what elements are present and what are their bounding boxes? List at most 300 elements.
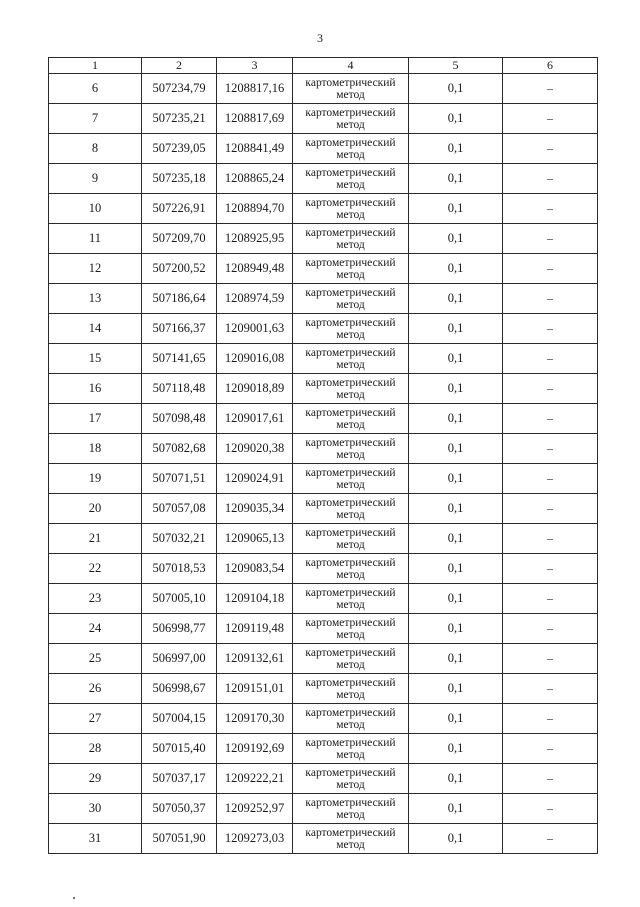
note-cell <box>503 74 598 104</box>
note-cell <box>503 164 598 194</box>
table-row <box>49 224 598 254</box>
accuracy-cell-text: 0,1 <box>447 681 464 695</box>
x-coordinate-cell-text: 507118,48 <box>152 381 206 395</box>
y-coordinate-cell-text: 1208817,69 <box>224 111 285 125</box>
accuracy-cell-text: 0,1 <box>447 261 464 275</box>
method-cell-text: картометрический метод <box>305 76 396 101</box>
table-row <box>49 734 598 764</box>
method-cell-text: картометрический метод <box>305 376 396 401</box>
method-cell <box>293 284 409 314</box>
note-cell <box>503 824 598 854</box>
table-row <box>49 194 598 224</box>
y-coordinate-cell <box>217 674 293 704</box>
y-coordinate-cell <box>217 614 293 644</box>
method-cell <box>293 464 409 494</box>
method-cell-text: картометрический метод <box>305 406 396 431</box>
point-number-cell-text: 20 <box>88 501 102 515</box>
table-row <box>49 704 598 734</box>
point-number-cell <box>49 194 142 224</box>
table-row <box>49 494 598 524</box>
method-cell <box>293 224 409 254</box>
accuracy-cell-text: 0,1 <box>447 711 464 725</box>
note-cell <box>503 734 598 764</box>
x-coordinate-cell <box>142 434 217 464</box>
method-cell <box>293 824 409 854</box>
method-cell-text: картометрический метод <box>305 796 396 821</box>
method-cell-text: картометрический метод <box>305 136 396 161</box>
method-cell <box>293 764 409 794</box>
header-row <box>49 58 598 74</box>
note-cell <box>503 524 598 554</box>
method-cell <box>293 344 409 374</box>
accuracy-cell <box>409 764 503 794</box>
x-coordinate-cell <box>142 554 217 584</box>
table-row <box>49 254 598 284</box>
y-coordinate-cell <box>217 584 293 614</box>
y-coordinate-cell-text: 1209151,01 <box>224 681 285 695</box>
note-cell-text: – <box>547 771 553 785</box>
x-coordinate-cell-text: 507200,52 <box>152 261 206 275</box>
point-number-cell <box>49 794 142 824</box>
point-number-cell-text: 10 <box>88 201 102 215</box>
point-number-cell-text: 16 <box>88 381 102 395</box>
x-coordinate-cell <box>142 524 217 554</box>
x-coordinate-cell <box>142 794 217 824</box>
table-row <box>49 284 598 314</box>
point-number-cell <box>49 704 142 734</box>
y-coordinate-cell <box>217 284 293 314</box>
x-coordinate-cell <box>142 764 217 794</box>
accuracy-cell-text: 0,1 <box>447 561 464 575</box>
accuracy-cell <box>409 74 503 104</box>
accuracy-cell <box>409 194 503 224</box>
x-coordinate-cell <box>142 374 217 404</box>
x-coordinate-cell <box>142 674 217 704</box>
x-coordinate-cell <box>142 464 217 494</box>
method-cell <box>293 674 409 704</box>
accuracy-cell <box>409 134 503 164</box>
column-header-1: 1 <box>49 58 142 74</box>
y-coordinate-cell-text: 1209192,69 <box>224 741 285 755</box>
table-row <box>49 374 598 404</box>
table-row <box>49 434 598 464</box>
y-coordinate-cell <box>217 104 293 134</box>
method-cell-text: картометрический метод <box>305 346 396 371</box>
y-coordinate-cell-text: 1209104,18 <box>224 591 285 605</box>
table-row <box>49 104 598 134</box>
point-number-cell <box>49 74 142 104</box>
method-cell-text: картометрический метод <box>305 646 396 671</box>
x-coordinate-cell-text: 507051,90 <box>152 831 206 845</box>
note-cell-text: – <box>547 111 553 125</box>
table-row <box>49 644 598 674</box>
note-cell <box>503 554 598 584</box>
accuracy-cell-text: 0,1 <box>447 321 464 335</box>
y-coordinate-cell-text: 1209001,63 <box>224 321 285 335</box>
x-coordinate-cell-text: 507234,79 <box>152 81 206 95</box>
x-coordinate-cell-text: 507235,18 <box>152 171 206 185</box>
note-cell-text: – <box>547 471 553 485</box>
note-cell <box>503 314 598 344</box>
point-number-cell <box>49 554 142 584</box>
x-coordinate-cell-text: 507032,21 <box>152 531 206 545</box>
accuracy-cell <box>409 524 503 554</box>
y-coordinate-cell <box>217 194 293 224</box>
x-coordinate-cell <box>142 734 217 764</box>
note-cell-text: – <box>547 141 553 155</box>
point-number-cell-text: 25 <box>88 651 102 665</box>
y-coordinate-cell <box>217 254 293 284</box>
note-cell <box>503 464 598 494</box>
accuracy-cell-text: 0,1 <box>447 111 464 125</box>
point-number-cell <box>49 434 142 464</box>
table-row <box>49 764 598 794</box>
table-row <box>49 404 598 434</box>
note-cell-text: – <box>547 291 553 305</box>
y-coordinate-cell <box>217 494 293 524</box>
method-cell-text: картометрический метод <box>305 256 396 281</box>
note-cell-text: – <box>547 531 553 545</box>
accuracy-cell <box>409 284 503 314</box>
point-number-cell-text: 11 <box>88 231 102 245</box>
method-cell <box>293 314 409 344</box>
column-header-4: 4 <box>293 58 409 74</box>
point-number-cell <box>49 824 142 854</box>
note-cell <box>503 224 598 254</box>
note-cell-text: – <box>547 561 553 575</box>
accuracy-cell-text: 0,1 <box>447 201 464 215</box>
method-cell <box>293 104 409 134</box>
x-coordinate-cell-text: 507239,05 <box>152 141 206 155</box>
note-cell <box>503 794 598 824</box>
y-coordinate-cell-text: 1208894,70 <box>224 201 285 215</box>
note-cell-text: – <box>547 741 553 755</box>
point-number-cell-text: 12 <box>88 261 102 275</box>
point-number-cell-text: 24 <box>88 621 102 635</box>
accuracy-cell-text: 0,1 <box>447 81 464 95</box>
point-number-cell <box>49 404 142 434</box>
note-cell-text: – <box>547 81 553 95</box>
method-cell <box>293 74 409 104</box>
y-coordinate-cell <box>217 314 293 344</box>
y-coordinate-cell-text: 1208974,59 <box>224 291 285 305</box>
y-coordinate-cell <box>217 554 293 584</box>
x-coordinate-cell <box>142 104 217 134</box>
x-coordinate-cell-text: 507235,21 <box>152 111 206 125</box>
y-coordinate-cell <box>217 824 293 854</box>
x-coordinate-cell-text: 507098,48 <box>152 411 206 425</box>
point-number-cell <box>49 584 142 614</box>
table-body <box>49 74 598 854</box>
method-cell <box>293 194 409 224</box>
x-coordinate-cell <box>142 404 217 434</box>
y-coordinate-cell-text: 1209119,48 <box>225 621 284 635</box>
y-coordinate-cell-text: 1209222,21 <box>224 771 285 785</box>
note-cell-text: – <box>547 201 553 215</box>
y-coordinate-cell-text: 1209252,97 <box>224 801 285 815</box>
table-row <box>49 674 598 704</box>
x-coordinate-cell <box>142 74 217 104</box>
note-cell <box>503 704 598 734</box>
accuracy-cell <box>409 164 503 194</box>
x-coordinate-cell <box>142 134 217 164</box>
page-number: 3 <box>317 31 323 45</box>
point-number-cell-text: 30 <box>88 801 102 815</box>
point-number-cell-text: 26 <box>88 681 102 695</box>
accuracy-cell-text: 0,1 <box>447 381 464 395</box>
coordinates-table <box>48 57 598 854</box>
note-cell <box>503 644 598 674</box>
accuracy-cell <box>409 404 503 434</box>
accuracy-cell <box>409 494 503 524</box>
y-coordinate-cell <box>217 794 293 824</box>
note-cell-text: – <box>547 591 553 605</box>
y-coordinate-cell-text: 1208841,49 <box>224 141 285 155</box>
method-cell-text: картометрический метод <box>305 676 396 701</box>
method-cell-text: картометрический метод <box>305 226 396 251</box>
x-coordinate-cell-text: 507082,68 <box>152 441 206 455</box>
y-coordinate-cell-text: 1209083,54 <box>224 561 285 575</box>
y-coordinate-cell <box>217 704 293 734</box>
point-number-cell <box>49 614 142 644</box>
accuracy-cell-text: 0,1 <box>447 501 464 515</box>
accuracy-cell <box>409 344 503 374</box>
note-cell <box>503 194 598 224</box>
table-row <box>49 164 598 194</box>
y-coordinate-cell-text: 1209170,30 <box>224 711 285 725</box>
x-coordinate-cell-text: 506998,67 <box>152 681 206 695</box>
y-coordinate-cell <box>217 74 293 104</box>
point-number-cell-text: 27 <box>88 711 102 725</box>
note-cell-text: – <box>547 321 553 335</box>
accuracy-cell-text: 0,1 <box>447 741 464 755</box>
accuracy-cell <box>409 734 503 764</box>
point-number-cell-text: 23 <box>88 591 102 605</box>
point-number-cell <box>49 344 142 374</box>
point-number-cell-text: 8 <box>91 141 99 155</box>
point-number-cell-text: 7 <box>91 111 99 125</box>
column-header-3: 3 <box>217 58 293 74</box>
method-cell-text: картометрический метод <box>305 556 396 581</box>
x-coordinate-cell-text: 507141,65 <box>152 351 206 365</box>
method-cell <box>293 254 409 284</box>
note-cell <box>503 254 598 284</box>
y-coordinate-cell-text: 1208817,16 <box>224 81 285 95</box>
note-cell <box>503 134 598 164</box>
accuracy-cell-text: 0,1 <box>447 351 464 365</box>
y-coordinate-cell-text: 1209024,91 <box>224 471 285 485</box>
accuracy-cell <box>409 224 503 254</box>
table-row <box>49 524 598 554</box>
y-coordinate-cell <box>217 224 293 254</box>
y-coordinate-cell-text: 1208925,95 <box>224 231 285 245</box>
accuracy-cell-text: 0,1 <box>447 171 464 185</box>
table-row <box>49 794 598 824</box>
method-cell-text: картометрический метод <box>305 106 396 131</box>
note-cell <box>503 494 598 524</box>
note-cell <box>503 374 598 404</box>
accuracy-cell <box>409 644 503 674</box>
x-coordinate-cell-text: 507186,64 <box>152 291 206 305</box>
point-number-cell <box>49 104 142 134</box>
accuracy-cell <box>409 704 503 734</box>
table-row <box>49 584 598 614</box>
y-coordinate-cell <box>217 464 293 494</box>
note-cell-text: – <box>547 681 553 695</box>
method-cell-text: картометрический метод <box>305 286 396 311</box>
method-cell-text: картометрический метод <box>305 616 396 641</box>
accuracy-cell-text: 0,1 <box>447 531 464 545</box>
accuracy-cell <box>409 584 503 614</box>
table-row <box>49 464 598 494</box>
note-cell-text: – <box>547 261 553 275</box>
point-number-cell <box>49 764 142 794</box>
method-cell-text: картометрический метод <box>305 316 396 341</box>
accuracy-cell <box>409 434 503 464</box>
x-coordinate-cell <box>142 194 217 224</box>
column-header-5: 5 <box>409 58 503 74</box>
note-cell-text: – <box>547 411 553 425</box>
y-coordinate-cell <box>217 764 293 794</box>
method-cell-text: картометрический метод <box>305 196 396 221</box>
x-coordinate-cell-text: 507004,15 <box>152 711 206 725</box>
method-cell <box>293 134 409 164</box>
method-cell <box>293 614 409 644</box>
x-coordinate-cell-text: 507005,10 <box>152 591 206 605</box>
x-coordinate-cell <box>142 614 217 644</box>
note-cell <box>503 434 598 464</box>
method-cell <box>293 434 409 464</box>
accuracy-cell-text: 0,1 <box>447 141 464 155</box>
accuracy-cell <box>409 554 503 584</box>
accuracy-cell <box>409 464 503 494</box>
note-cell-text: – <box>547 621 553 635</box>
note-cell <box>503 764 598 794</box>
point-number-cell-text: 18 <box>88 441 102 455</box>
point-number-cell-text: 31 <box>88 831 102 845</box>
method-cell <box>293 404 409 434</box>
column-header-2: 2 <box>142 58 217 74</box>
note-cell <box>503 674 598 704</box>
table-row <box>49 344 598 374</box>
note-cell <box>503 344 598 374</box>
accuracy-cell-text: 0,1 <box>447 771 464 785</box>
y-coordinate-cell <box>217 344 293 374</box>
note-cell-text: – <box>547 351 553 365</box>
accuracy-cell-text: 0,1 <box>447 801 464 815</box>
note-cell-text: – <box>547 381 553 395</box>
x-coordinate-cell <box>142 164 217 194</box>
y-coordinate-cell-text: 1209065,13 <box>224 531 285 545</box>
accuracy-cell-text: 0,1 <box>447 411 464 425</box>
x-coordinate-cell <box>142 704 217 734</box>
x-coordinate-cell <box>142 314 217 344</box>
point-number-cell-text: 19 <box>88 471 102 485</box>
note-cell-text: – <box>547 831 553 845</box>
accuracy-cell-text: 0,1 <box>447 231 464 245</box>
y-coordinate-cell-text: 1209016,08 <box>224 351 285 365</box>
point-number-cell <box>49 524 142 554</box>
y-coordinate-cell-text: 1209035,34 <box>224 501 285 515</box>
accuracy-cell-text: 0,1 <box>447 621 464 635</box>
note-cell <box>503 584 598 614</box>
note-cell <box>503 614 598 644</box>
accuracy-cell-text: 0,1 <box>447 591 464 605</box>
method-cell-text: картометрический метод <box>305 436 396 461</box>
note-cell <box>503 284 598 314</box>
method-cell <box>293 374 409 404</box>
table-row <box>49 74 598 104</box>
method-cell-text: картометрический метод <box>305 766 396 791</box>
point-number-cell-text: 29 <box>88 771 102 785</box>
accuracy-cell <box>409 104 503 134</box>
note-cell-text: – <box>547 231 553 245</box>
x-coordinate-cell <box>142 344 217 374</box>
point-number-cell-text: 15 <box>88 351 102 365</box>
y-coordinate-cell <box>217 374 293 404</box>
point-number-cell <box>49 494 142 524</box>
method-cell <box>293 644 409 674</box>
x-coordinate-cell-text: 507057,08 <box>152 501 206 515</box>
y-coordinate-cell-text: 1209132,61 <box>224 651 285 665</box>
accuracy-cell <box>409 794 503 824</box>
note-cell-text: – <box>547 501 553 515</box>
x-coordinate-cell-text: 507037,17 <box>152 771 206 785</box>
method-cell-text: картометрический метод <box>305 466 396 491</box>
y-coordinate-cell-text: 1209273,03 <box>224 831 285 845</box>
accuracy-cell <box>409 314 503 344</box>
method-cell <box>293 554 409 584</box>
y-coordinate-cell-text: 1208949,48 <box>224 261 285 275</box>
x-coordinate-cell <box>142 224 217 254</box>
table-row <box>49 614 598 644</box>
point-number-cell-text: 6 <box>91 81 99 95</box>
note-cell <box>503 404 598 434</box>
point-number-cell-text: 9 <box>91 171 99 185</box>
table-row <box>49 134 598 164</box>
x-coordinate-cell-text: 507226,91 <box>152 201 206 215</box>
accuracy-cell-text: 0,1 <box>447 291 464 305</box>
table-row <box>49 824 598 854</box>
note-cell-text: – <box>547 171 553 185</box>
point-number-cell <box>49 254 142 284</box>
x-coordinate-cell <box>142 824 217 854</box>
x-coordinate-cell-text: 507166,37 <box>152 321 206 335</box>
point-number-cell-text: 22 <box>88 561 102 575</box>
method-cell-text: картометрический метод <box>305 826 396 851</box>
y-coordinate-cell <box>217 164 293 194</box>
accuracy-cell <box>409 254 503 284</box>
y-coordinate-cell <box>217 434 293 464</box>
point-number-cell <box>49 644 142 674</box>
y-coordinate-cell <box>217 644 293 674</box>
x-coordinate-cell <box>142 284 217 314</box>
x-coordinate-cell-text: 506997,00 <box>152 651 206 665</box>
method-cell <box>293 524 409 554</box>
method-cell-text: картометрический метод <box>305 586 396 611</box>
note-cell-text: – <box>547 651 553 665</box>
accuracy-cell-text: 0,1 <box>447 471 464 485</box>
accuracy-cell-text: 0,1 <box>447 441 464 455</box>
method-cell <box>293 164 409 194</box>
x-coordinate-cell-text: 506998,77 <box>152 621 206 635</box>
point-number-cell <box>49 374 142 404</box>
note-cell-text: – <box>547 801 553 815</box>
point-number-cell <box>49 734 142 764</box>
method-cell <box>293 494 409 524</box>
method-cell-text: картометрический метод <box>305 706 396 731</box>
x-coordinate-cell <box>142 254 217 284</box>
